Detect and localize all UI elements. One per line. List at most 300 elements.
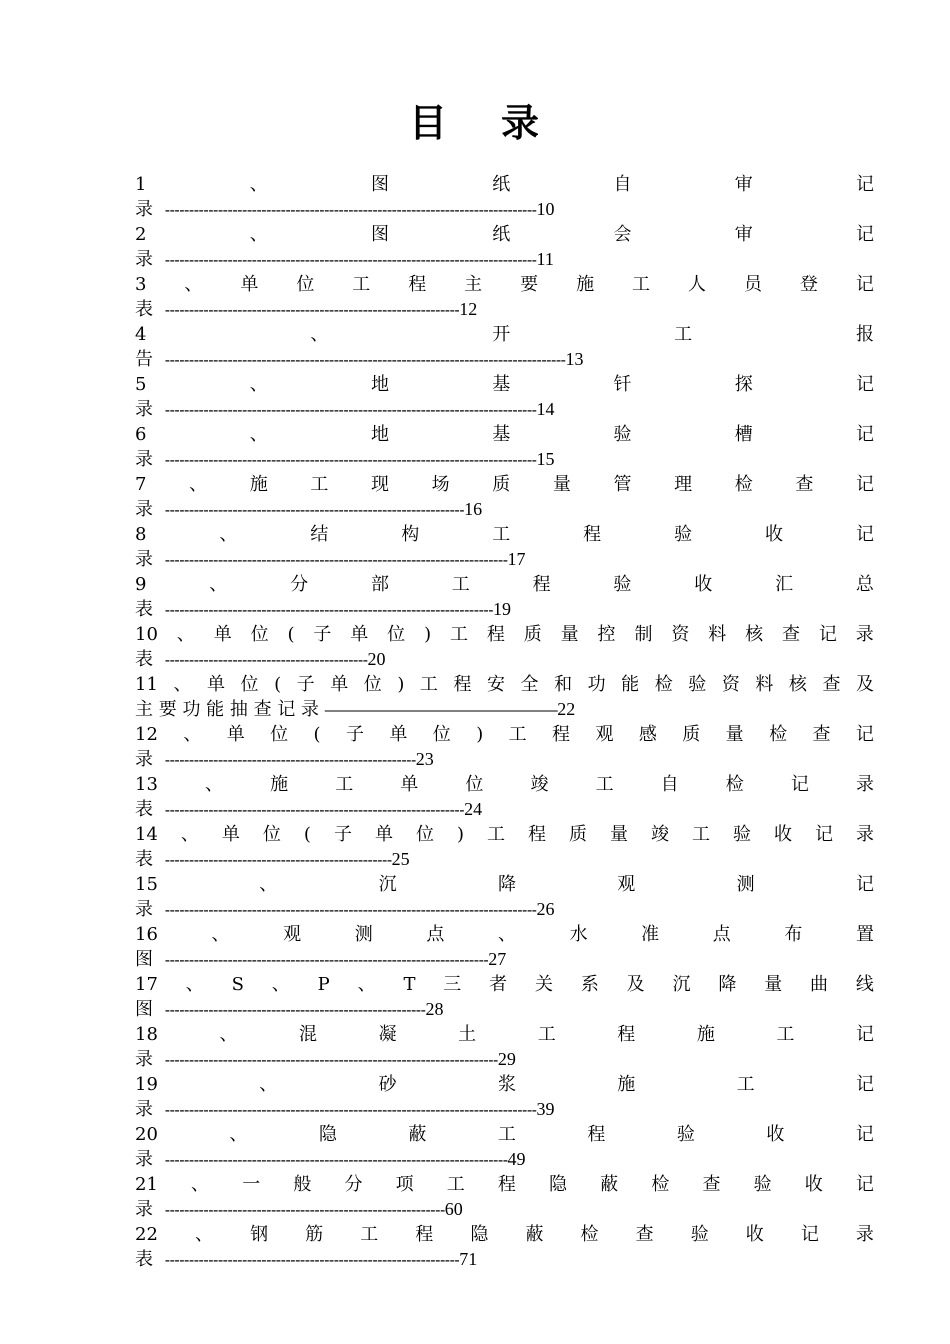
toc-title-char: 能 xyxy=(621,674,640,695)
toc-title-char: 单 xyxy=(389,724,408,745)
toc-title-char: 点 xyxy=(712,924,731,945)
dot-leader: ---------------------------------------------------- xyxy=(164,752,416,769)
toc-title-char: 20 xyxy=(135,1124,158,1145)
toc-entry-leader-line xyxy=(135,197,874,222)
toc-title-char: 全 xyxy=(520,674,539,695)
toc-entry-title-line xyxy=(135,572,874,597)
toc-entry[interactable] xyxy=(135,272,874,322)
toc-title-char: 隐 xyxy=(318,1124,337,1145)
dot-leader: ------------------------------------------------------------- xyxy=(164,1252,460,1269)
dot-leader: -------------------------------------------------------------- xyxy=(164,502,465,519)
toc-title-char: S xyxy=(231,974,244,995)
toc-title-char: 记 xyxy=(855,874,874,895)
toc-title-char: 地 xyxy=(370,374,389,395)
toc-title-char: 记 xyxy=(855,1124,874,1145)
toc-title-char: ( xyxy=(303,824,311,845)
toc-title-char: 检 xyxy=(651,1174,670,1195)
toc-entry[interactable] xyxy=(135,222,874,272)
toc-entry[interactable] xyxy=(135,922,874,972)
toc-title-char: 观 xyxy=(283,924,302,945)
toc-title-char: 记 xyxy=(855,174,874,195)
page-number: 15 xyxy=(536,449,555,469)
toc-entry-title-end: 录 xyxy=(135,449,153,470)
dot-leader: --------------------------------------------------------------------- xyxy=(164,1052,498,1069)
toc-entry-title-end: 录 xyxy=(135,899,153,920)
toc-entry[interactable] xyxy=(135,522,874,572)
toc-title-char: 位 xyxy=(240,674,259,695)
toc-entry-leader-line xyxy=(135,547,874,572)
page-number: 11 xyxy=(536,249,554,269)
toc-title-char: 土 xyxy=(458,1024,477,1045)
toc-title-char: 检 xyxy=(654,674,673,695)
toc-entry-leader-line xyxy=(135,1147,874,1172)
toc-title-char: ) xyxy=(456,824,464,845)
toc-title-char: 工 xyxy=(595,774,614,795)
toc-title-char: 单 xyxy=(226,724,245,745)
toc-entry-leader-line xyxy=(135,1247,874,1272)
toc-title-char: 验 xyxy=(732,824,751,845)
toc-title-char: 记 xyxy=(855,524,874,545)
toc-title-char: 录 xyxy=(855,824,874,845)
toc-title-char: 审 xyxy=(734,224,753,245)
toc-title-char: 自 xyxy=(660,774,679,795)
toc-entry[interactable] xyxy=(135,1172,874,1222)
page-number: 39 xyxy=(536,1099,555,1119)
toc-title-char: 验 xyxy=(753,1174,772,1195)
toc-title-char: 验 xyxy=(613,574,632,595)
toc-title-char: 施 xyxy=(696,1024,715,1045)
toc-title-char: 料 xyxy=(755,674,774,695)
toc-title-char: 检 xyxy=(769,724,788,745)
toc-entry-leader-line xyxy=(135,447,874,472)
toc-title-char: 隐 xyxy=(470,1224,489,1245)
toc-title-char: 记 xyxy=(855,1024,874,1045)
toc-title-char: 图 xyxy=(370,174,389,195)
toc-entry-title-end: 录 xyxy=(135,749,153,770)
toc-title-char: 要 xyxy=(520,274,539,295)
toc-entry-title-end: 录 xyxy=(135,1049,153,1070)
toc-entry[interactable] xyxy=(135,622,874,672)
toc-title-char: 蔽 xyxy=(408,1124,427,1145)
toc-entry-leader-line xyxy=(135,1047,874,1072)
toc-title-char: 19 xyxy=(135,1074,158,1095)
toc-entry[interactable] xyxy=(135,722,874,772)
toc-title-char: 者 xyxy=(489,974,508,995)
toc-title-char: 程 xyxy=(497,1174,516,1195)
toc-title-char: 降 xyxy=(497,874,516,895)
toc-title-char: 钢 xyxy=(250,1224,269,1245)
toc-entry[interactable] xyxy=(135,972,874,1022)
toc-title-char: 位 xyxy=(432,724,451,745)
toc-title-char: 7 xyxy=(135,474,147,495)
page-number: 60 xyxy=(444,1199,463,1219)
toc-title-char: 施 xyxy=(576,274,595,295)
toc-title-char: 资 xyxy=(721,674,740,695)
toc-title-char: 记 xyxy=(855,1074,874,1095)
toc-title-char: 子 xyxy=(345,724,364,745)
toc-title-char: 10 xyxy=(135,624,158,645)
toc-entry[interactable] xyxy=(135,1122,874,1172)
page-number: 17 xyxy=(507,549,526,569)
toc-entry[interactable] xyxy=(135,372,874,422)
toc-title-char: 理 xyxy=(674,474,693,495)
toc-title-char: 制 xyxy=(634,624,653,645)
dot-leader: ----------------------------------------------------------------------------- xyxy=(164,252,537,269)
toc-entry[interactable] xyxy=(135,822,874,872)
toc-title-char: 录 xyxy=(855,1224,874,1245)
toc-title-char: 、 xyxy=(310,324,329,345)
toc-title-char: 工 xyxy=(310,474,329,495)
toc-title-char: 、 xyxy=(357,974,376,995)
toc-entry-title-end: 表 xyxy=(135,599,153,620)
toc-title-char: 、 xyxy=(180,824,199,845)
toc-title-char: 记 xyxy=(855,1174,874,1195)
toc-title-char: 沉 xyxy=(672,974,691,995)
toc-entry[interactable] xyxy=(135,672,874,722)
toc-title-char: 查 xyxy=(702,1174,721,1195)
toc-title-char: 观 xyxy=(617,874,636,895)
toc-entry-leader-line xyxy=(135,297,874,322)
toc-title-char: 记 xyxy=(855,724,874,745)
toc-title-char: 人 xyxy=(687,274,706,295)
toc-entry-title-line xyxy=(135,622,874,647)
dot-leader: -------------------------------------------------------------------- xyxy=(164,602,494,619)
toc-title-char: 单 xyxy=(207,674,225,695)
toc-entry-leader-line xyxy=(135,397,874,422)
toc-title-char: 测 xyxy=(736,874,755,895)
toc-title-char: 蔽 xyxy=(600,1174,619,1195)
toc-title-char: 竣 xyxy=(530,774,549,795)
toc-entry-title-line xyxy=(135,522,874,547)
dot-leader: ——————————————— xyxy=(324,702,558,719)
toc-entry[interactable] xyxy=(135,322,874,372)
toc-entry-leader-line xyxy=(135,847,874,872)
toc-title-char: 准 xyxy=(641,924,660,945)
toc-title-char: 基 xyxy=(492,374,511,395)
toc-title-char: 、 xyxy=(189,474,208,495)
toc-entry-title-line xyxy=(135,1172,874,1197)
toc-title-char: 工 xyxy=(352,274,371,295)
toc-title-char: 程 xyxy=(415,1224,434,1245)
toc-title-char: 单 xyxy=(374,824,393,845)
toc-title-char: 功 xyxy=(587,674,606,695)
toc-title-char: 管 xyxy=(613,474,632,495)
toc-title-char: 9 xyxy=(135,574,147,595)
toc-title-char: 汇 xyxy=(775,574,794,595)
toc-title-char: 质 xyxy=(523,624,542,645)
toc-title-char: 量 xyxy=(764,974,783,995)
toc-entry-title-line xyxy=(135,322,874,347)
toc-entry-title-line xyxy=(135,1222,874,1247)
toc-entry-title-end: 录 xyxy=(135,399,153,420)
toc-title-char: 分 xyxy=(344,1174,363,1195)
toc-title-char: 登 xyxy=(799,274,818,295)
toc-title-char: 、 xyxy=(259,1074,278,1095)
toc-title-char: 程 xyxy=(486,624,505,645)
toc-title-char: 一 xyxy=(242,1174,261,1195)
dot-leader: ----------------------------------------------------------------------------- xyxy=(164,202,537,219)
toc-title-char: 记 xyxy=(800,1224,819,1245)
toc-entry[interactable] xyxy=(135,872,874,922)
title-char-1: 目 xyxy=(408,100,449,145)
toc-title-char: 程 xyxy=(527,824,546,845)
toc-title-char: 收 xyxy=(766,1124,785,1145)
toc-entry-leader-line xyxy=(135,797,874,822)
toc-entry-title-end: 表 xyxy=(135,649,153,670)
toc-title-char: 系 xyxy=(580,974,599,995)
toc-entry-leader-line xyxy=(135,947,874,972)
toc-title-char: 隐 xyxy=(549,1174,568,1195)
toc-entry-title-end: 图 xyxy=(135,949,153,970)
toc-title-char: 观 xyxy=(595,724,614,745)
toc-title-char: 查 xyxy=(812,724,831,745)
toc-title-char: 程 xyxy=(587,1124,606,1145)
toc-title-char: 验 xyxy=(688,674,707,695)
table-of-contents xyxy=(135,172,874,1272)
dot-leader: ------------------------------------------------------------- xyxy=(164,302,460,319)
toc-title-char: 置 xyxy=(856,924,874,945)
dot-leader: ----------------------------------------------------------------------------- xyxy=(164,902,537,919)
toc-title-char: 16 xyxy=(135,924,158,945)
toc-entry-title-line xyxy=(135,1022,874,1047)
toc-entry-title-end: 录 xyxy=(135,1149,153,1170)
toc-title-char: 工 xyxy=(449,624,468,645)
toc-title-char: 部 xyxy=(370,574,389,595)
toc-title-char: ) xyxy=(397,674,405,695)
toc-title-char: 资 xyxy=(671,624,690,645)
toc-title-char: 基 xyxy=(492,424,511,445)
toc-title-char: 工 xyxy=(451,574,470,595)
toc-title-char: 蔽 xyxy=(525,1224,544,1245)
toc-entry[interactable] xyxy=(135,572,874,622)
toc-entry-leader-line xyxy=(135,1097,874,1122)
toc-title-char: 施 xyxy=(249,474,268,495)
toc-title-char: 探 xyxy=(734,374,753,395)
page-number: 19 xyxy=(493,599,512,619)
toc-title-char: 工 xyxy=(691,824,710,845)
toc-title-char: 、 xyxy=(219,1024,238,1045)
toc-entry-title-line xyxy=(135,722,874,747)
toc-title-char: 水 xyxy=(569,924,588,945)
toc-title-char: 检 xyxy=(725,774,744,795)
toc-title-char: ) xyxy=(476,724,484,745)
toc-title-char: 线 xyxy=(855,974,874,995)
toc-entry[interactable] xyxy=(135,1222,874,1272)
toc-title-char: 、 xyxy=(184,274,203,295)
toc-title-char: 单 xyxy=(400,774,419,795)
toc-title-char: 22 xyxy=(135,1224,158,1245)
toc-title-char: 验 xyxy=(613,424,632,445)
toc-title-char: 、 xyxy=(259,874,278,895)
toc-title-char: 竣 xyxy=(650,824,669,845)
toc-title-char: 工 xyxy=(776,1024,795,1045)
toc-title-char: 项 xyxy=(395,1174,414,1195)
toc-title-char: 工 xyxy=(360,1224,379,1245)
toc-title-char: 收 xyxy=(773,824,792,845)
page-number: 14 xyxy=(536,399,555,419)
toc-title-char: 质 xyxy=(492,474,511,495)
toc-title-char: 员 xyxy=(743,274,762,295)
toc-title-char: 收 xyxy=(745,1224,764,1245)
toc-entry-title-line xyxy=(135,222,874,247)
toc-entry-leader-line xyxy=(135,647,874,672)
toc-title-char: 工 xyxy=(632,274,651,295)
toc-title-char: 查 xyxy=(635,1224,654,1245)
toc-entry-title-end: 录 xyxy=(135,199,153,220)
toc-title-char: 、 xyxy=(229,1124,248,1145)
toc-title-char: 、 xyxy=(497,924,516,945)
toc-title-char: 质 xyxy=(568,824,587,845)
toc-title-char: T xyxy=(403,974,416,995)
toc-title-char: 报 xyxy=(855,324,874,345)
toc-entry[interactable] xyxy=(135,472,874,522)
toc-title-char: 验 xyxy=(690,1224,709,1245)
toc-title-char: 沉 xyxy=(378,874,397,895)
page-number: 29 xyxy=(497,1049,516,1069)
toc-title-char: 程 xyxy=(453,674,472,695)
toc-title-char: 位 xyxy=(250,624,269,645)
toc-entry-title-line xyxy=(135,822,874,847)
page-number: 20 xyxy=(367,649,386,669)
toc-entry[interactable] xyxy=(135,1072,874,1122)
page-number: 25 xyxy=(391,849,410,869)
toc-title-char: 结 xyxy=(310,524,329,545)
toc-title-char: 1 xyxy=(135,174,147,195)
toc-entry-title-end: 表 xyxy=(135,849,153,870)
toc-title-char: ( xyxy=(274,674,282,695)
toc-title-char: 浆 xyxy=(497,1074,516,1095)
toc-title-char: 单 xyxy=(350,624,369,645)
toc-entry[interactable] xyxy=(135,1022,874,1072)
toc-title-char: 位 xyxy=(387,624,406,645)
toc-title-char: 、 xyxy=(249,424,268,445)
toc-title-char: 、 xyxy=(194,1224,213,1245)
toc-entry[interactable] xyxy=(135,772,874,822)
toc-entry-leader-line xyxy=(135,497,874,522)
toc-title-char: 11 xyxy=(135,674,158,695)
toc-title-char: 工 xyxy=(497,1124,516,1145)
toc-title-char: 位 xyxy=(262,824,281,845)
toc-title-char: 构 xyxy=(401,524,420,545)
toc-title-char: 、 xyxy=(249,174,268,195)
dot-leader: ----------------------------------------------------------------------------- xyxy=(164,402,537,419)
toc-title-char: 6 xyxy=(135,424,147,445)
toc-title-char: 筋 xyxy=(305,1224,324,1245)
toc-title-char: 主 xyxy=(464,274,483,295)
toc-title-char: 程 xyxy=(532,574,551,595)
toc-entry-title-line xyxy=(135,672,874,697)
toc-title-char: 单 xyxy=(330,674,349,695)
toc-title-char: 场 xyxy=(431,474,450,495)
toc-title-char: 安 xyxy=(486,674,505,695)
toc-title-char: 、 xyxy=(185,974,204,995)
toc-title-char: 记 xyxy=(855,374,874,395)
dot-leader: ----------------------------------------------------------------------------- xyxy=(164,452,537,469)
toc-title-char: 记 xyxy=(855,424,874,445)
toc-title-char: 审 xyxy=(734,174,753,195)
toc-title-char: 、 xyxy=(271,974,290,995)
toc-title-char: ( xyxy=(313,724,321,745)
toc-title-char: 位 xyxy=(465,774,484,795)
toc-entry-title-line xyxy=(135,372,874,397)
toc-title-char: 量 xyxy=(560,624,579,645)
toc-title-char: 21 xyxy=(135,1174,158,1195)
page-number: 71 xyxy=(459,1249,478,1269)
toc-title-char: 会 xyxy=(613,224,632,245)
page-number: 24 xyxy=(464,799,483,819)
dot-leader: ------------------------------------------------------ xyxy=(164,1002,426,1019)
toc-title-char: 单 xyxy=(240,274,259,295)
toc-title-char: 工 xyxy=(486,824,505,845)
page-number: 10 xyxy=(536,199,555,219)
toc-title-char: 自 xyxy=(613,174,632,195)
toc-title-char: 布 xyxy=(784,924,803,945)
toc-entry-title-end: 录 xyxy=(135,1099,153,1120)
toc-entry-leader-line xyxy=(135,247,874,272)
toc-title-char: 量 xyxy=(609,824,628,845)
toc-title-char: 地 xyxy=(370,424,389,445)
toc-title-char: 三 xyxy=(443,974,462,995)
toc-entry-title-end: 表 xyxy=(135,299,153,320)
toc-entry-leader-line xyxy=(135,347,874,372)
page-number: 26 xyxy=(536,899,555,919)
toc-title-char: 验 xyxy=(676,1124,695,1145)
toc-title-char: 工 xyxy=(446,1174,465,1195)
toc-title-char: 查 xyxy=(782,624,800,645)
dot-leader: ------------------------------------------------------------------- xyxy=(164,952,489,969)
toc-entry-title-end: 表 xyxy=(135,799,153,820)
dot-leader: ------------------------------------------ xyxy=(164,652,368,669)
toc-title-char: 开 xyxy=(492,324,511,345)
toc-title-char: 、 xyxy=(183,724,202,745)
toc-title-char: 控 xyxy=(597,624,616,645)
page-number: 28 xyxy=(425,999,444,1019)
page-number: 13 xyxy=(565,349,584,369)
toc-title-char: 查 xyxy=(822,674,841,695)
toc-title-char: 3 xyxy=(135,274,147,295)
toc-entry-title-end: 表 xyxy=(135,1249,153,1270)
page-number: 16 xyxy=(464,499,483,519)
toc-title-char: P xyxy=(317,974,330,995)
toc-title-char: 料 xyxy=(708,624,727,645)
page-number: 49 xyxy=(507,1149,526,1169)
toc-title-char: 槽 xyxy=(734,424,753,445)
toc-entry-leader-line xyxy=(135,697,874,722)
toc-entry-title-line xyxy=(135,272,874,297)
toc-title-char: 工 xyxy=(537,1024,556,1045)
toc-entry[interactable] xyxy=(135,422,874,472)
toc-entry[interactable] xyxy=(135,172,874,222)
toc-title-char: 15 xyxy=(135,874,158,895)
toc-title-char: 位 xyxy=(296,274,315,295)
toc-title-char: 18 xyxy=(135,1024,158,1045)
toc-title-char: 单 xyxy=(221,824,240,845)
toc-title-char: 单 xyxy=(213,624,232,645)
toc-title-char: 分 xyxy=(290,574,309,595)
toc-title-char: 关 xyxy=(534,974,553,995)
toc-title-char: 记 xyxy=(818,624,837,645)
toc-title-char: 核 xyxy=(788,674,807,695)
toc-title-char: 验 xyxy=(674,524,693,545)
toc-title-char: 工 xyxy=(492,524,511,545)
toc-title-char: 12 xyxy=(135,724,158,745)
toc-title-char: 工 xyxy=(674,324,693,345)
toc-entry-title-line xyxy=(135,172,874,197)
toc-title-char: 、 xyxy=(173,674,192,695)
toc-title-char: 施 xyxy=(617,1074,636,1095)
toc-entry-title-end: 录 xyxy=(135,1199,153,1220)
toc-title-char: 混 xyxy=(299,1024,318,1045)
